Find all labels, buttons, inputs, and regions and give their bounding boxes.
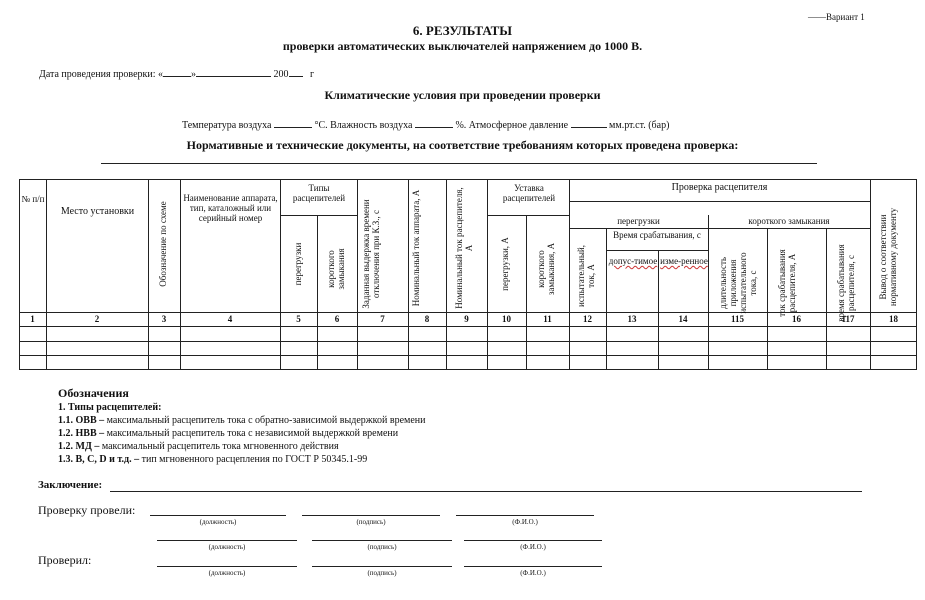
temperature-unit: °С. [314, 120, 328, 131]
header-release-types: Типы расцепителей [292, 183, 346, 203]
col-number: 18 [889, 314, 898, 324]
header-nominal-device-current: Номинальный ток аппарата, А [411, 189, 421, 307]
humidity-unit: %. [455, 120, 467, 131]
legend-item: 1.3. B, C, D и т.д. – тип мгновенного расцепления по ГОСТ Р 50345.1-99 [58, 454, 368, 465]
legend-title: Обозначения [58, 386, 129, 400]
checked-by-label: Проверку провели: [38, 503, 136, 517]
table-divider [317, 215, 318, 370]
legend-item: 1.1. ОВВ – максимальный расцепитель тока с обратно-зависимой выдержкой времени [58, 415, 426, 426]
col-number: 6 [334, 314, 340, 324]
header-test-duration: длительность приложения испытательного тока, с [718, 252, 758, 314]
table-divider [19, 355, 917, 356]
norms-title: Нормативные и технические документы, на соответствие требованиям которых проведена проверка: [186, 138, 739, 152]
signature-field[interactable] [302, 515, 440, 516]
header-setting-short: короткого замыкания, А [536, 242, 556, 296]
table-divider [487, 215, 569, 216]
norms-field[interactable] [101, 163, 817, 164]
col-number: 4 [227, 314, 233, 324]
position-field[interactable] [150, 515, 286, 516]
humidity-field[interactable] [415, 116, 453, 128]
date-prefix: Дата проведения проверки: « [39, 69, 164, 80]
header-test-current: испытательный, ток, А [576, 245, 596, 307]
col-number: 13 [627, 314, 637, 324]
table-divider [826, 228, 827, 370]
col-number: 1 [30, 314, 35, 324]
table-divider [569, 201, 870, 202]
col-number: 12 [583, 314, 592, 324]
variant-label: ——Вариант 1 [808, 12, 865, 22]
col-number: 14 [678, 314, 688, 324]
table-divider [708, 215, 709, 370]
header-trip-current: ток срабатывания расцепителя, А [777, 249, 797, 317]
header-types-overload: перегрузки [293, 242, 303, 286]
name-field[interactable] [456, 515, 594, 516]
col-number: 16 [792, 314, 801, 324]
header-device-name: Наименование аппарата, тип, каталожный или серийный номер [183, 193, 278, 223]
header-setting-overload: перегрузки, А [500, 237, 510, 291]
conclusion-field[interactable] [110, 491, 862, 492]
table-divider [658, 250, 659, 370]
header-delay-time: Заданная выдержка времени отключения при К.З., с [361, 199, 381, 309]
position-field[interactable] [157, 566, 297, 567]
pressure-unit: мм.рт.ст. (бар) [609, 120, 670, 131]
temperature-label: Температура воздуха [182, 120, 272, 131]
header-conclusion: Вывод о соответствии нормативному документу [878, 207, 898, 307]
header-release-setting: Уставка расцепителей [502, 183, 556, 203]
header-check-overload: перегрузки [617, 216, 660, 226]
col-number: 7 [380, 314, 385, 324]
col-number: 5 [296, 314, 301, 324]
caption-position: (должность) [208, 543, 246, 551]
caption-name: (Ф.И.О.) [520, 543, 546, 551]
table-divider [19, 341, 917, 342]
inspection-date-line [39, 65, 314, 80]
position-field[interactable] [157, 540, 297, 541]
header-measured: изме-ренное [660, 256, 708, 266]
date-year-prefix: 200 [273, 69, 289, 80]
col-number: 115 [730, 314, 744, 324]
header-check-short: короткого замыкания [748, 216, 830, 226]
table-divider [606, 250, 708, 251]
header-scheme-designation: Обозначение по схеме [158, 201, 168, 287]
header-allowed: допус-тимое [608, 256, 658, 266]
pressure-field[interactable] [571, 116, 607, 128]
caption-signature: (подпись) [356, 518, 386, 526]
name-field[interactable] [464, 540, 602, 541]
date-mid: » [191, 69, 197, 80]
date-year-field[interactable] [289, 65, 303, 77]
caption-signature: (подпись) [367, 543, 397, 551]
table-divider [569, 228, 870, 229]
col-number: 8 [424, 314, 430, 324]
col-number: 117 [841, 314, 855, 324]
table-divider [19, 326, 917, 327]
name-field[interactable] [464, 566, 602, 567]
header-row-number: № п/п [21, 194, 45, 204]
table-divider [767, 228, 768, 370]
caption-name: (Ф.И.О.) [512, 518, 538, 526]
legend-item: 1.2. МД – максимальный расцепитель тока мгновенного действия [58, 441, 339, 452]
signature-field[interactable] [312, 566, 452, 567]
col-number: 2 [94, 314, 100, 324]
page-title: 6. РЕЗУЛЬТАТЫ [412, 23, 513, 38]
header-trip-time: время срабатывания расцепителя, с [836, 244, 856, 322]
header-response-time: Время срабатывания, с [613, 230, 701, 240]
legend-release-types: 1. Типы расцепителей: [58, 402, 162, 413]
header-nominal-release-current: Номинальный ток расцепителя, А [454, 187, 474, 309]
table-divider [526, 215, 527, 370]
date-suffix: г [310, 69, 315, 80]
humidity-label: Влажность воздуха [330, 120, 413, 131]
page-subtitle: проверки автоматических выключателей напряжением до 1000 В. [282, 39, 643, 53]
header-install-place: Место установки [60, 206, 135, 217]
col-number: 3 [161, 314, 167, 324]
caption-position: (должность) [208, 569, 246, 577]
climate-title: Климатические условия при проведении проверки [324, 88, 601, 102]
col-number: 9 [464, 314, 469, 324]
col-number: 11 [543, 314, 552, 324]
header-types-short: короткого замыкания [326, 248, 346, 290]
verified-label: Проверил: [38, 553, 92, 567]
table-divider [280, 215, 357, 216]
date-month-field[interactable] [196, 65, 271, 77]
signature-field[interactable] [312, 540, 452, 541]
temperature-field[interactable] [274, 116, 312, 128]
legend-item: 1.2. НВВ – максимальный расцепитель тока с независимой выдержкой времени [58, 428, 399, 439]
caption-signature: (подпись) [367, 569, 397, 577]
caption-position: (должность) [199, 518, 237, 526]
col-number: 10 [502, 314, 511, 324]
climate-line [182, 116, 669, 131]
conclusion-label: Заключение: [38, 479, 103, 491]
header-release-check: Проверка расцепителя [671, 182, 768, 193]
date-day-field[interactable] [163, 65, 191, 77]
caption-name: (Ф.И.О.) [520, 569, 546, 577]
pressure-label: Атмосферное давление [468, 120, 569, 131]
